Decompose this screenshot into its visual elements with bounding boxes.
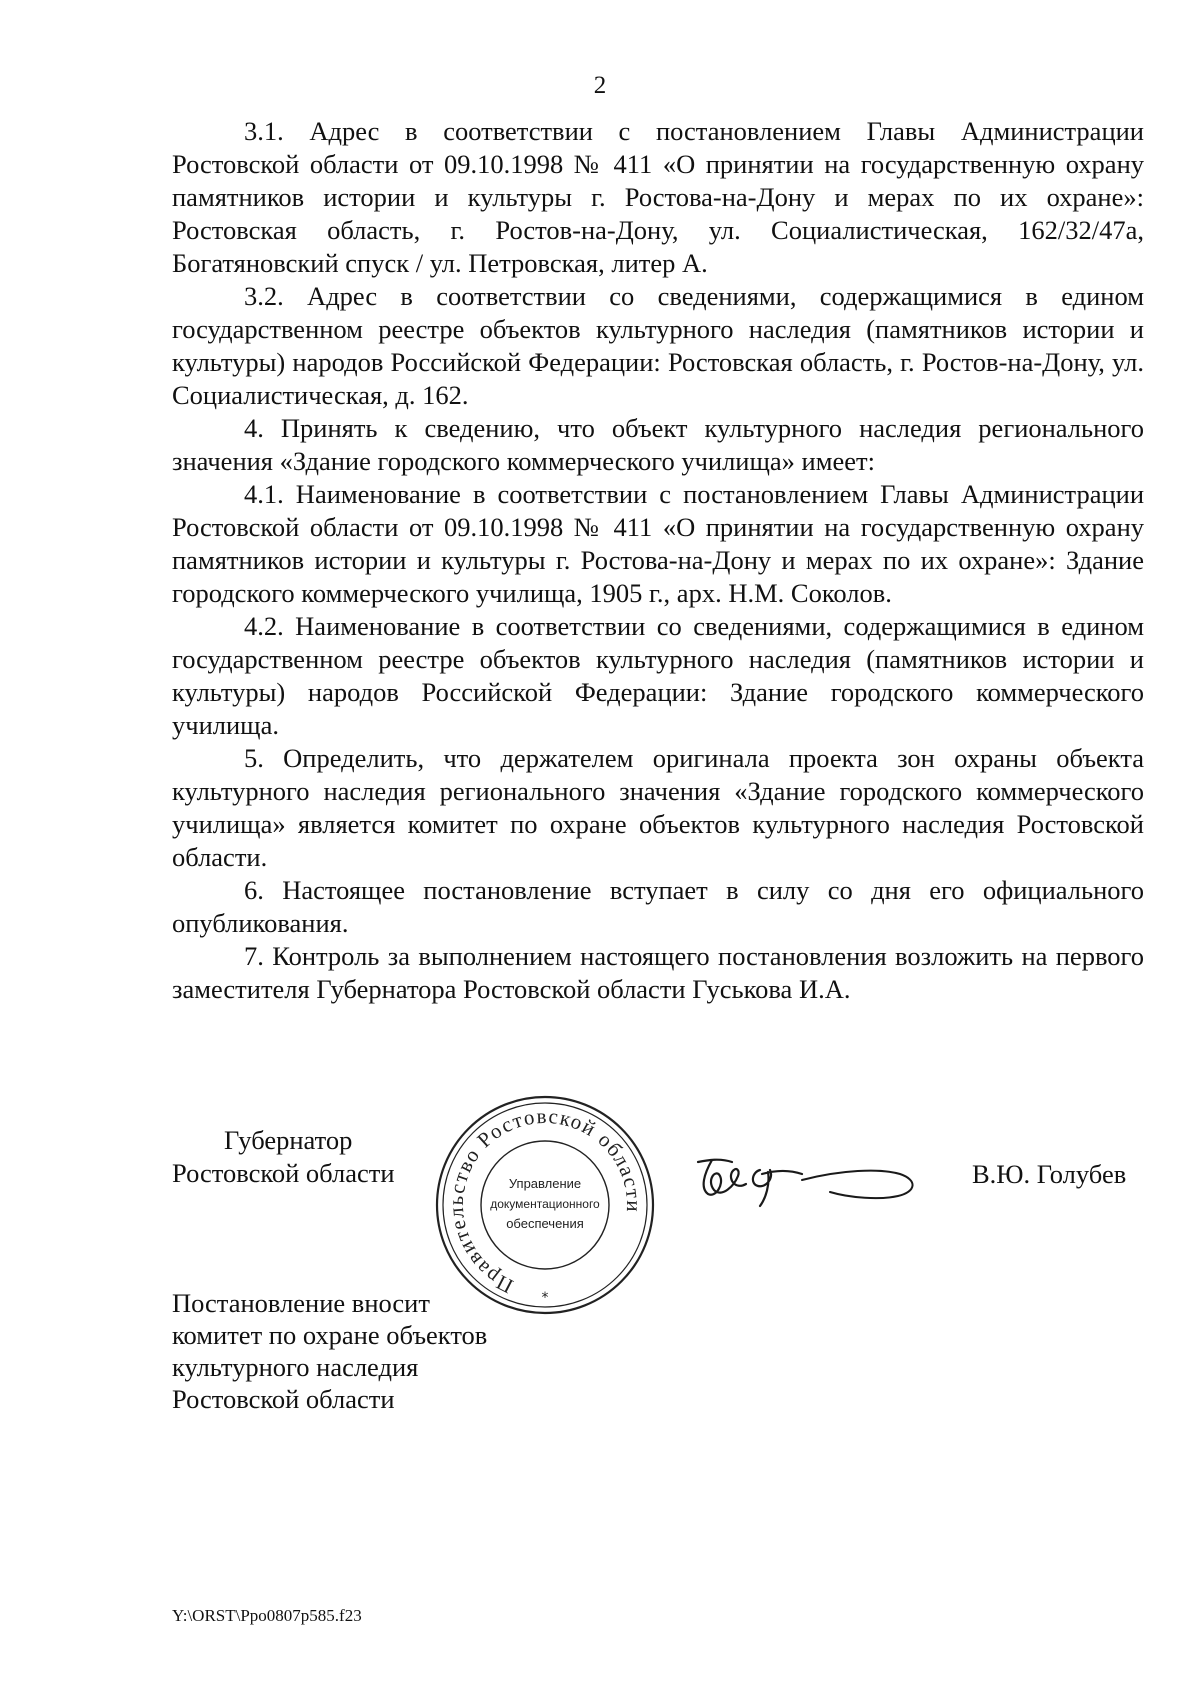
paragraph-3-2: 3.2. Адрес в соответствии со сведениями, содержащимися в едином государственном реестре объектов культурного наследия (памятников истории и культуры) народов Российской Федерации: Ростовская область, г. Ростов-на-Дону, ул. Социалистическая, д. 162. (172, 281, 1144, 410)
submitter-block (172, 1287, 592, 1415)
submitter-line: Ростовской области (172, 1384, 395, 1414)
paragraph-4-1: 4.1. Наименование в соответствии с постановлением Главы Администрации Ростовской области от 09.10.1998 № 411 «О принятии на государственную охрану памятников истории и культуры г. Ростова-на-Дону и мерах по их охране»: Здание городского коммерческого училища, 1905 г., арх. Н.М. Соколов. (172, 479, 1144, 608)
paragraph-3-1: 3.1. Адрес в соответствии с постановлением Главы Администрации Ростовской области от 09.10.1998 № 411 «О принятии на государственную охрану памятников истории и культуры г. Ростова-на-Дону и мерах по их охране»: Ростовская область, г. Ростов-на-Дону, ул. Социалистическая, 162/32/47а, Богатяновский спуск / ул. Петровская, литер А. (172, 116, 1144, 278)
page-number: 2 (593, 72, 607, 99)
seal-star-icon: * (541, 1290, 549, 1306)
official-seal-stamp (430, 1090, 660, 1320)
seal-center-line2: документационного (490, 1197, 600, 1211)
governor-title (172, 1124, 432, 1190)
document-body (172, 115, 1144, 1006)
seal-ring-text: Правительство Ростовской области (443, 1103, 647, 1299)
file-path-footer: Y:\ORST\Ppo0807p585.f23 (172, 1606, 362, 1625)
paragraph-5: 5. Определить, что держателем оригинала проекта зон охраны объекта культурного наследия регионального значения «Здание городского коммерческого училища» является комитет по охране объектов культурного наследия Ростовской области. (172, 743, 1144, 872)
seal-center-line3: обеспечения (506, 1216, 584, 1231)
paragraph-7: 7. Контроль за выполнением настоящего постановления возложить на первого заместителя Губернатора Ростовской области Гуськова И.А. (172, 941, 1144, 1004)
paragraph-4-2: 4.2. Наименование в соответствии со сведениями, содержащимися в едином государственном реестре объектов культурного наследия (памятников истории и культуры) народов Российской Федерации: Здание городского коммерческого училища. (172, 611, 1144, 740)
governor-title-line2: Ростовской области (172, 1158, 395, 1188)
governor-title-line1: Губернатор (224, 1125, 353, 1155)
handwritten-signature (690, 1140, 930, 1220)
submitter-line: культурного наследия (172, 1352, 419, 1382)
submitter-line: комитет по охране объектов (172, 1320, 488, 1350)
submitter-line: Постановление вносит (172, 1288, 430, 1318)
paragraph-4: 4. Принять к сведению, что объект культурного наследия регионального значения «Здание городского коммерческого училища» имеет: (172, 413, 1144, 476)
governor-name: В.Ю. Голубев (972, 1159, 1127, 1189)
paragraph-6: 6. Настоящее постановление вступает в силу со дня его официального опубликования. (172, 875, 1144, 938)
seal-center-line1: Управление (508, 1176, 582, 1191)
